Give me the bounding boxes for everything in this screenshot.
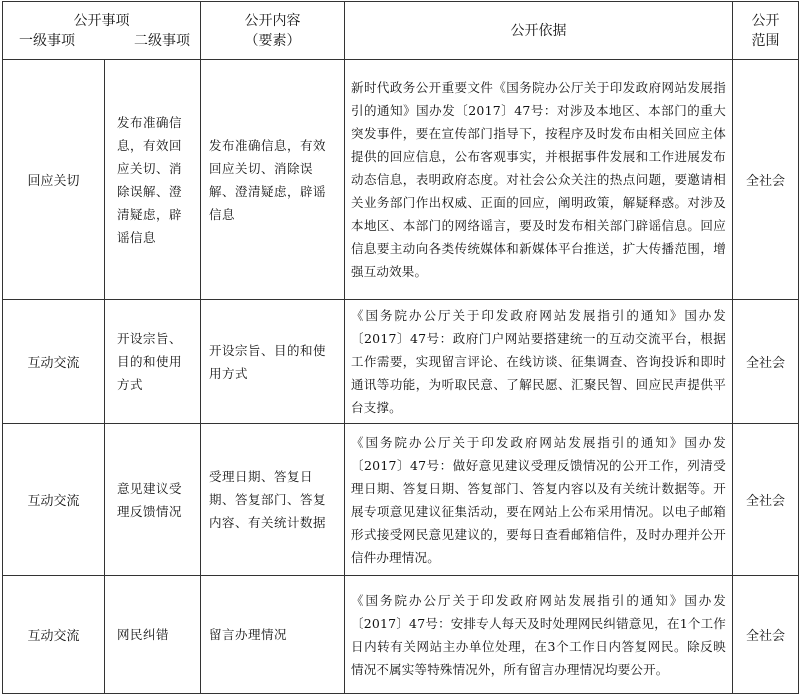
header-content-title: 公开内容 <box>244 12 301 29</box>
level2-cell: 意见建议受理反馈情况 <box>105 424 201 576</box>
header-level1: 一级事项 <box>19 32 75 49</box>
header-matters-title: 公开事项 <box>73 12 130 29</box>
table-row <box>3 300 799 424</box>
scope-cell: 全社会 <box>733 424 799 576</box>
level2-cell: 开设宗旨、目的和使用方式 <box>105 300 201 424</box>
scope-cell: 全社会 <box>733 60 799 300</box>
level1-cell: 回应关切 <box>3 60 105 300</box>
scope-cell: 全社会 <box>733 300 799 424</box>
header-scope-sub: 范围 <box>751 32 780 49</box>
content-cell: 受理日期、答复日期、答复部门、答复内容、有关统计数据 <box>201 424 345 576</box>
table-row <box>3 576 799 694</box>
header-content-sub: （要素） <box>244 32 301 49</box>
header-matters-subs <box>3 31 200 51</box>
header-scope <box>733 2 799 60</box>
basis-cell: 新时代政务公开重要文件《国务院办公厅关于印发政府网站发展指引的通知》国办发〔2017〕47号：对涉及本地区、本部门的重大突发事件，要在宣传部门指导下，按程序及时发布由相关回应主体提供的回应信息，公布客观事实，并根据事件发展和工作进展发布动态信息，表明政府态度。对社会公众关注的热点问题，要邀请相关业务部门作出权威、正面的回应，阐明政策，解疑释惑。对涉及本地区、本部门的网络谣言，要及时发布相关部门辟谣信息。回应信息要主动向各类传统媒体和新媒体平台推送，扩大传播范围，增强互动效果。 <box>345 60 733 300</box>
basis-cell: 《国务院办公厅关于印发政府网站发展指引的通知》国办发〔2017〕47号：做好意见建议受理反馈情况的公开工作，列清受理日期、答复日期、答复部门、答复内容以及有关统计数据等。开展专项意见建议征集活动，要在网站上公布采用情况。以电子邮箱形式接受网民意见建议的，要每日查看邮箱信件，及时办理并公开信件办理情况。 <box>345 424 733 576</box>
level1-cell: 互动交流 <box>3 424 105 576</box>
header-level2: 二级事项 <box>134 32 190 49</box>
header-content <box>201 2 345 60</box>
table-row <box>3 60 799 300</box>
table-row <box>3 424 799 576</box>
header-basis: 公开依据 <box>345 2 733 60</box>
content-cell: 留言办理情况 <box>201 576 345 694</box>
basis-cell: 《国务院办公厅关于印发政府网站发展指引的通知》国办发〔2017〕47号：政府门户网站要搭建统一的互动交流平台，根据工作需要，实现留言评论、在线访谈、征集调查、咨询投诉和即时通讯等功能，为听取民意、了解民愿、汇聚民智、回应民声提供平台支撑。 <box>345 300 733 424</box>
level2-cell: 发布准确信息，有效回应关切、消除误解、澄清疑虑，辟谣信息 <box>105 60 201 300</box>
level1-cell: 互动交流 <box>3 576 105 694</box>
level2-cell: 网民纠错 <box>105 576 201 694</box>
content-cell: 发布准确信息，有效回应关切、消除误解、澄清疑虑，辟谣信息 <box>201 60 345 300</box>
header-matters <box>3 2 201 60</box>
basis-cell: 《国务院办公厅关于印发政府网站发展指引的通知》国办发〔2017〕47号：安排专人每天及时处理网民纠错意见，在1个工作日内转有关网站主办单位处理，在3个工作日内答复网民。除反映情况不属实等特殊情况外，所有留言办理情况均要公开。 <box>345 576 733 694</box>
scope-cell: 全社会 <box>733 576 799 694</box>
table-header-row <box>3 2 799 60</box>
content-cell: 开设宗旨、目的和使用方式 <box>201 300 345 424</box>
level1-cell: 互动交流 <box>3 300 105 424</box>
header-scope-title: 公开 <box>751 12 780 29</box>
disclosure-table <box>2 1 799 694</box>
